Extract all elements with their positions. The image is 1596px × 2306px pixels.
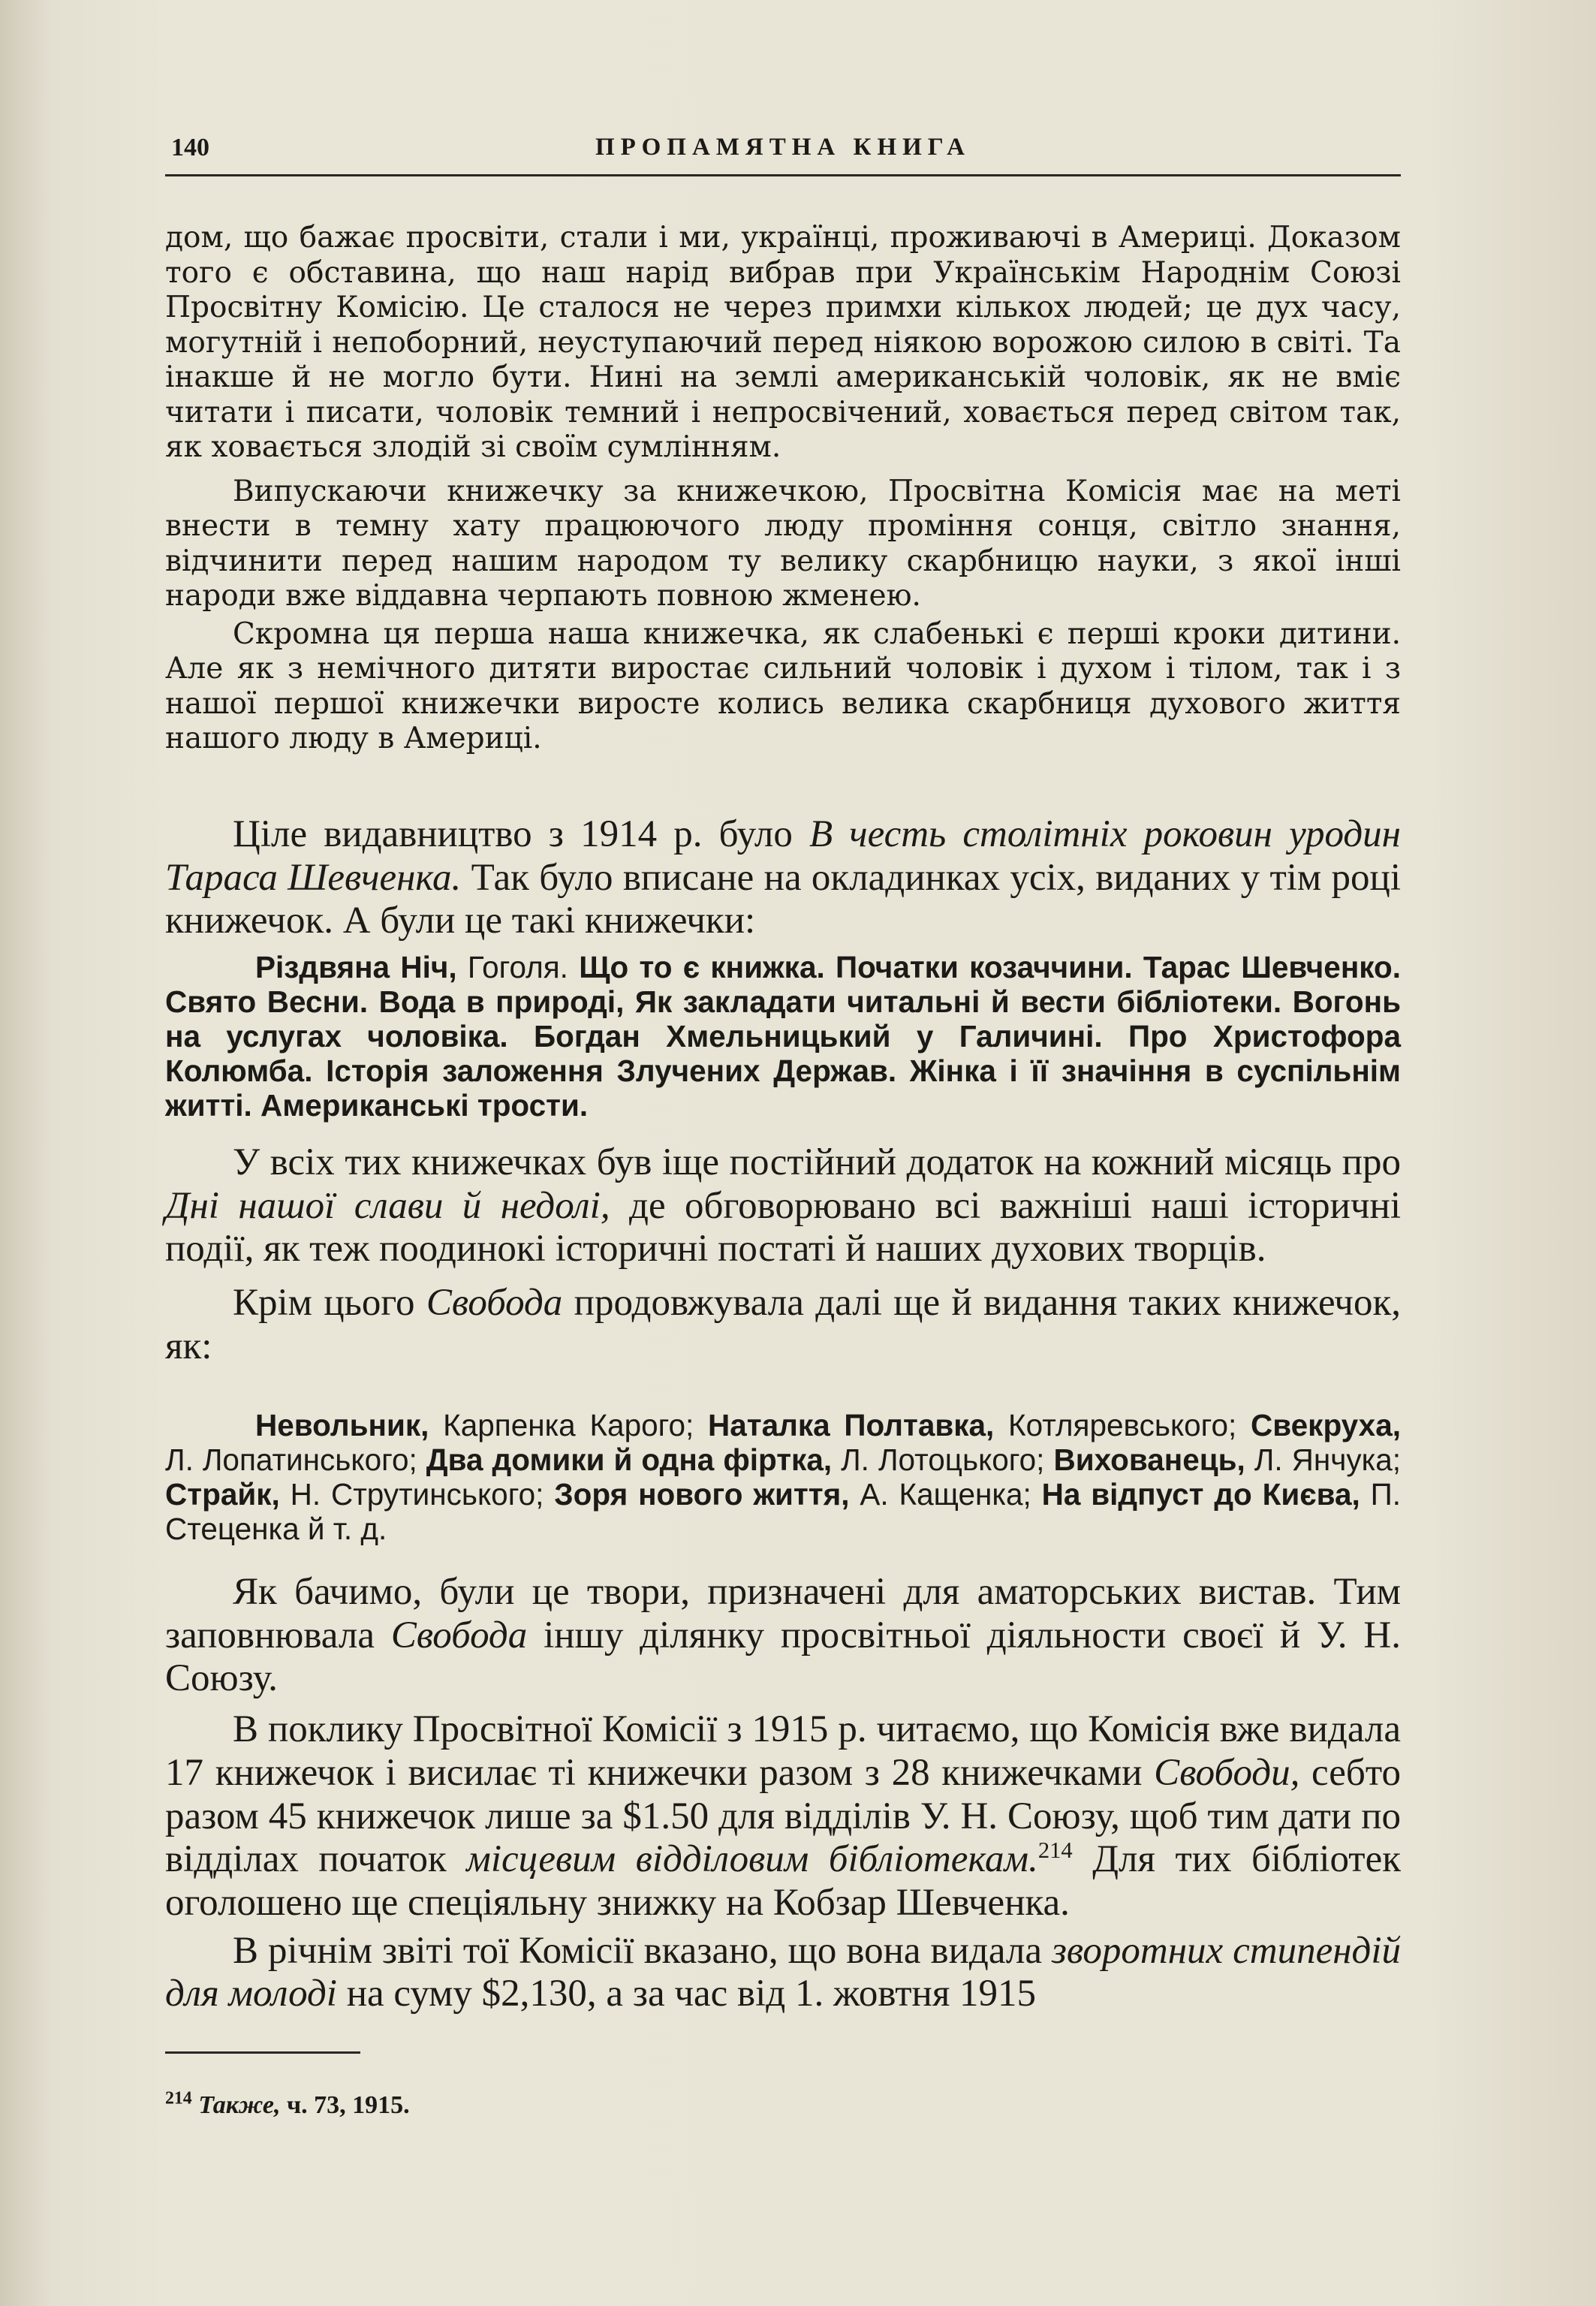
booklet-list-1914 [165,950,1401,1123]
paragraph [165,1282,1401,1368]
title-run: Наталка Полтавка, [708,1408,995,1442]
footnote-text: ч. 73, 1915. [280,2091,410,2119]
title-run: Зоря нового життя, [554,1477,850,1512]
paragraph [165,1930,1401,2016]
paragraph: Скромна ця перша наша книжечка, як слабенькі є перші кроки дитини. Але як з немічного дитяти виростає сильний чоловік і духом і тілом, так і з нашої першої книжечки виросте колись велика скарбниця духового життя нашого люду в Америці. [165,616,1401,755]
title-run: Різдвяна Ніч, [255,950,457,984]
text-run: де обговорювано всі важніші наші історичні події, як теж поодинокі історичні постаті й наших духових творців. [165,1184,1401,1271]
text-run: В річнім звіті тої Комісії вказано, що вона видала [233,1929,1052,1972]
plays-list [165,1408,1401,1546]
text-run: іншу ділянку просвітньої діяльности своєї й У. Н. Союзу. [165,1614,1401,1700]
author-run: Н. Струтинського; [279,1477,555,1512]
title-run: Невольник, [255,1408,429,1442]
text-run: У всіх тих книжечках був іще постійний додаток на кожний місяць про [233,1141,1401,1183]
text-run: Крім цього [233,1282,426,1325]
paragraph [165,950,1401,1123]
paragraph [165,1141,1401,1271]
running-title: ПРОПАМЯТНА КНИГА [595,134,971,161]
author-run: Л. Янчука; [1245,1442,1402,1477]
paragraph [165,1708,1401,1925]
author-run: Гоголя. [456,950,580,984]
author-run: Л. Лопатинського; [165,1442,426,1477]
footnote-number: 214 [165,2088,192,2109]
title-run: На відпуст до Києва, [1041,1477,1360,1512]
italic-phrase: зворотних стипендій для молоді [165,1929,1401,2015]
paragraph [165,1571,1401,1701]
paragraph: Випускаючи книжечку за книжечкою, Просвітна Комісія має на меті внести в темну хату працюючого люду проміння сонця, світло знання, відчинити перед нашим народом ту велику скарбницю науки, з якої інші народи вже віддавна черпають повною жменею. [165,474,1401,613]
publishing-1914-text [165,813,1401,943]
text-run: Так було вписане на окладинках усіх, виданих у тім році книжечок. А були це такі книжечки: [165,856,1402,942]
italic-phrase: В честь столітніх роковин уродин Тараса Шевченка. [165,813,1401,899]
italic-phrase: місцевим відділовим бібліотекам. [466,1838,1038,1881]
intro-text [165,221,1401,757]
italic-phrase: Свободи, [1154,1751,1300,1794]
paragraph [165,813,1401,943]
paragraph: дом, що бажає просвіти, стали і ми, українці, проживаючі в Америці. Доказом того є обставина, що наш нарід вибрав при Українськім Народнім Союзі Просвітну Комісію. Це сталося не через примхи кількох людей; це дух часу, могутній і непоборний, неуступаючий перед ніякою ворожою силою в світі. Та інакше й не могло бути. Нині на землі американській чоловік, як не вміє читати і писати, чоловік темний і непросвічений, ховається перед світом так, як ховається злодій зі своїм сумлінням. [165,221,1401,464]
author-run: П. Стеценка й т. д. [165,1477,1402,1546]
text-run: Для тих бібліотек оголошено ще спеціяльну знижку на Кобзар Шевченка. [165,1838,1401,1924]
text-run: В поклику Просвітної Комісії з 1915 р. читаємо, що Комісія вже видала 17 книжечок і висилає ті книжечки разом з 28 книжечками [165,1708,1401,1794]
text-run: на суму $2,130, а за час від 1. жовтня 1915 [336,1973,1037,2015]
footnote [165,2088,1066,2120]
text-run: себто разом 45 книжечок лише за $1.50 для відділів У. Н. Союзу, щоб тим дати по відділах початок [165,1751,1401,1881]
paragraph [165,1408,1401,1546]
commission-text [165,1571,1401,2016]
text-run: Ціле видавництво з 1914 р. було [233,813,809,855]
text-run: продовжувала далі ще й видання таких книжечок, як: [165,1282,1401,1367]
italic-phrase: Свобода [426,1282,563,1325]
title-run: Свекруха, [1251,1408,1401,1442]
footnote-divider [165,2051,360,2054]
text-run: Як бачимо, були це твори, призначені для аматорських вистав. Тим заповнювала [165,1571,1401,1656]
page-number: 140 [171,134,209,161]
title-run: Що то є книжка. Початки козаччини. Тарас Шевченко. Свято Весни. Вода в природі, Як закладати читальні й вести бібліотеки. Вогонь на услугах чоловіка. Богдан Хмельницький у Галичині. Про Христофора Колюмба. Історія заложення Злучених Держав. Жінка і її значіння в суспільнім житті. Американські трости. [165,950,1402,1123]
running-header [165,129,1401,176]
title-run: Страйк, [165,1477,280,1512]
footnote-reference[interactable]: 214 [1037,1837,1073,1864]
author-run: Л. Лотоцького; [832,1442,1054,1477]
author-run: Карпенка Карого; [429,1408,709,1442]
footnote-source: Также, [198,2091,281,2119]
author-run: А. Кащенка; [849,1477,1042,1512]
supplement-text [165,1141,1401,1369]
italic-phrase: Дні нашої слави й недолі, [165,1184,610,1227]
title-run: Два домики й одна фіртка, [426,1442,833,1477]
title-run: Вихованець, [1053,1442,1245,1477]
italic-phrase: Свобода [390,1614,528,1656]
author-run: Котляревського; [994,1408,1251,1442]
